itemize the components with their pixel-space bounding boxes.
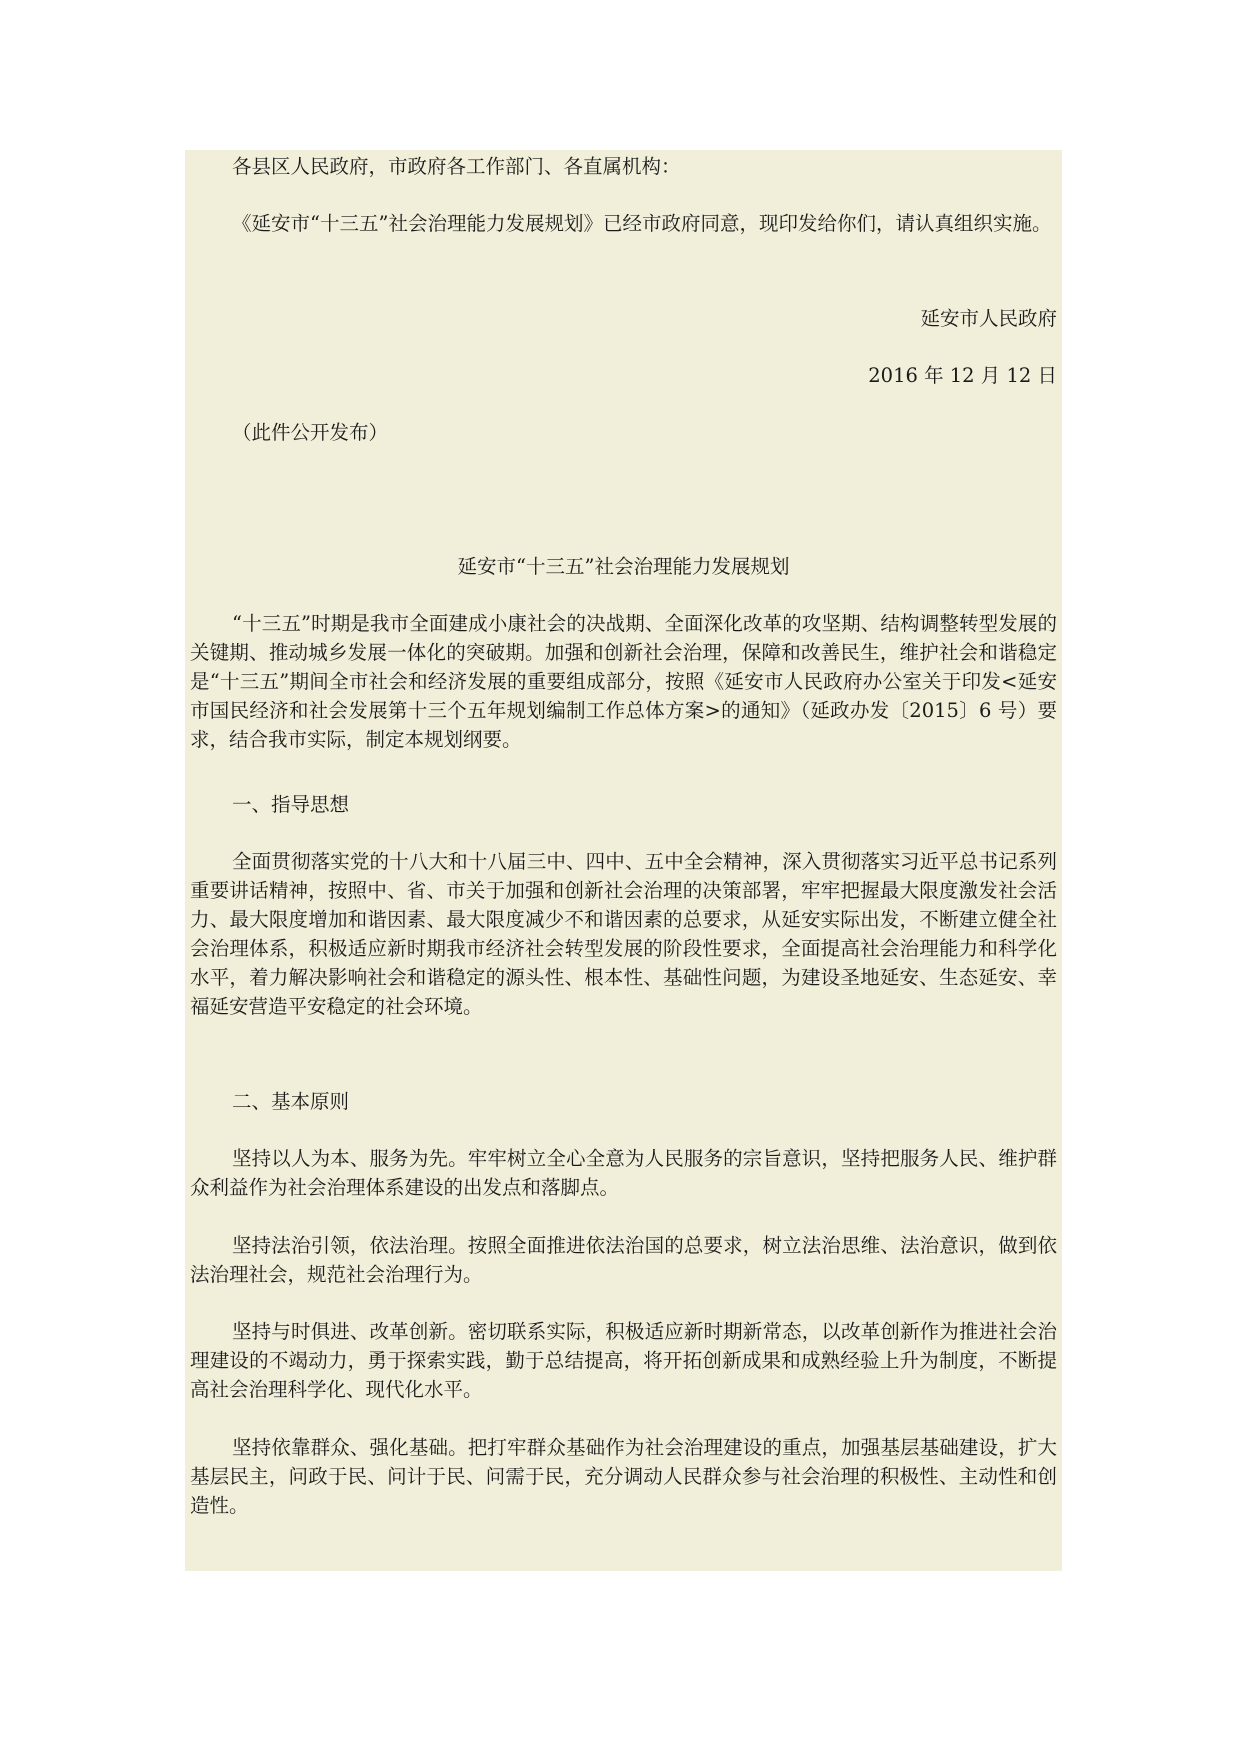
disclosure-note: （此件公开发布） <box>232 421 389 444</box>
salutation: 各县区人民政府，市政府各工作部门、各直属机构： <box>232 155 681 178</box>
principle-3: 坚持与时俱进、改革创新。密切联系实际，积极适应新时期新常态，以改革创新作为推进社会治理建设的不竭动力，勇于探索实践，勤于总结提高，将开拓创新成果和成熟经验上升为制度，不断提高社会治理科学化、现代化水平。 <box>190 1320 1057 1401</box>
intro-paragraph: “十三五”时期是我市全面建成小康社会的决战期、全面深化改革的攻坚期、结构调整转型发展的关键期、推动城乡发展一体化的突破期。加强和创新社会治理，保障和改善民生，维护社会和谐稳定是“十三五”期间全市社会和经济发展的重要组成部分，按照《延安市人民政府办公室关于印发<延安市国民经济和社会发展第十三个五年规划编制工作总体方案>的通知》（延政办发〔2015〕6 号）要求，结合我市实际，制定本规划纲要。 <box>190 612 1057 751</box>
principle-1: 坚持以人为本、服务为先。牢牢树立全心全意为人民服务的宗旨意识，坚持把服务人民、维护群众利益作为社会治理体系建设的出发点和落脚点。 <box>190 1147 1057 1199</box>
issuer: 延安市人民政府 <box>920 307 1057 330</box>
section1-body: 全面贯彻落实党的十八大和十八届三中、四中、五中全会精神，深入贯彻落实习近平总书记系列重要讲话精神，按照中、省、市关于加强和创新社会治理的决策部署，牢牢把握最大限度激发社会活力、最大限度增加和谐因素、最大限度减少不和谐因素的总要求，从延安实际出发，不断建立健全社会治理体系，积极适应新时期我市经济社会转型发展的阶段性要求，全面提高社会治理能力和科学化水平，着力解决影响社会和谐稳定的源头性、根本性、基础性问题，为建设圣地延安、生态延安、幸福延安营造平安稳定的社会环境。 <box>190 850 1057 1018</box>
issue-date: 2016 年 12 月 12 日 <box>868 364 1057 387</box>
document-panel <box>185 150 1062 1571</box>
section2-heading: 二、基本原则 <box>232 1090 350 1113</box>
section1-heading: 一、指导思想 <box>232 793 350 816</box>
principle-2: 坚持法治引领，依法治理。按照全面推进依法治国的总要求，树立法治思维、法治意识，做到依法治理社会，规范社会治理行为。 <box>190 1234 1057 1286</box>
principle-4: 坚持依靠群众、强化基础。把打牢群众基础作为社会治理建设的重点，加强基层基础建设，扩大基层民主，问政于民、问计于民、问需于民，充分调动人民群众参与社会治理的积极性、主动性和创造性。 <box>190 1436 1057 1517</box>
notice-paragraph: 《延安市“十三五”社会治理能力发展规划》已经市政府同意，现印发给你们，请认真组织实施。 <box>232 212 1052 235</box>
document-title: 延安市“十三五”社会治理能力发展规划 <box>457 555 790 578</box>
